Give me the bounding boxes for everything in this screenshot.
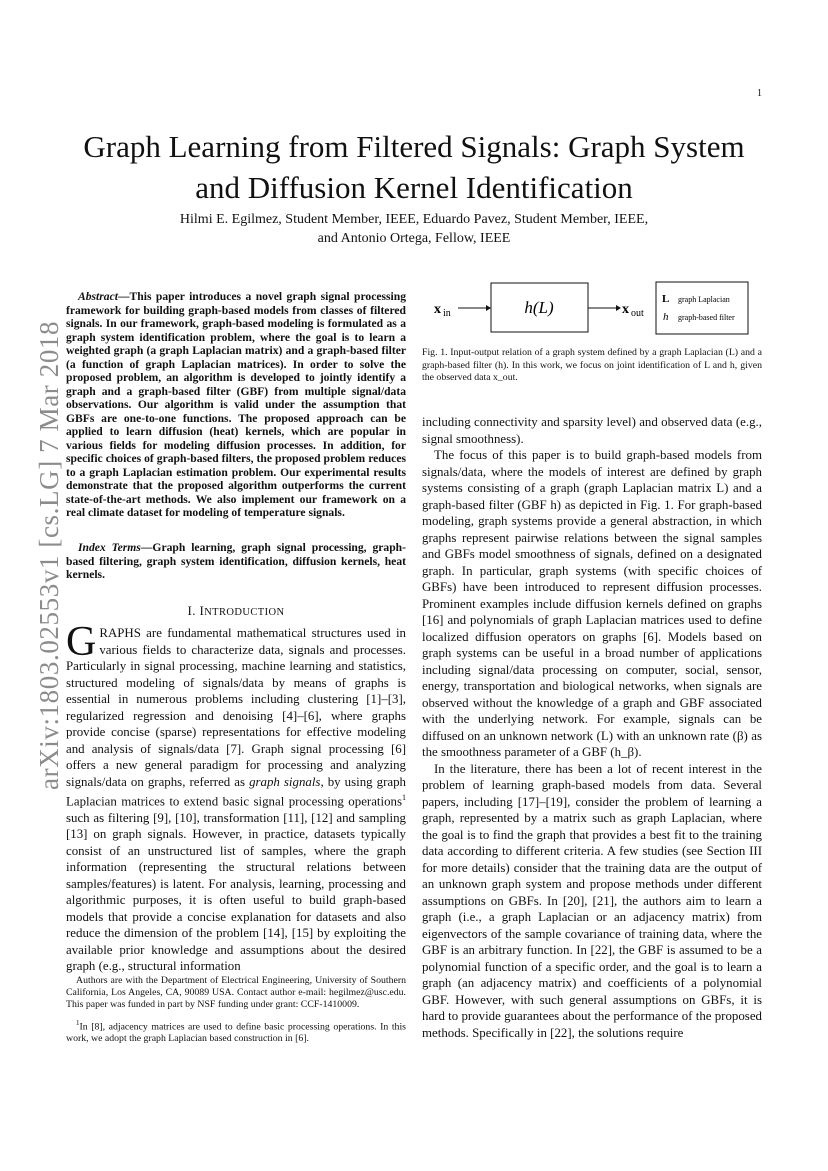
index-terms <box>66 541 406 582</box>
footnote-1-text: In [8], adjacency matrices are used to define basic processing operations. In this work, we adopt the graph Laplacian based construction in [6]. <box>66 1021 406 1045</box>
authors-line-2: and Antonio Ortega, Fellow, IEEE <box>317 231 511 246</box>
right-paragraph-1: including connectivity and sparsity level) and observed data (e.g., signal smoothness). <box>422 415 762 446</box>
intro-text-start: RAPHS are fundamental mathematical structures used in various fields to characterize data, signals and processes. Particularly in signal processing, machine learning and statistics, structured modeling of signals/data by means of graphs is essential in numerous problems including clustering [1]–[3], regularized regression and denoising [4]–[6], where graphs provide concise (sparse) representations for effective modeling and analysis of signals/data [7]. Graph signal processing [6] offers a new general paradigm for processing and analyzing signals/data on graphs, referred as <box>66 626 406 789</box>
page-number: 1 <box>757 88 762 99</box>
footnotes <box>66 975 406 1051</box>
input-sub: in <box>443 308 451 319</box>
legend-L-symbol: L <box>662 293 670 305</box>
section-number: I. <box>187 604 200 618</box>
index-terms-lead: Index Terms— <box>78 541 153 554</box>
legend-box <box>656 282 748 334</box>
footnote-marker: 1 <box>402 793 406 802</box>
right-paragraph-3: In the literature, there has been a lot of recent interest in the problem of learning graph-based models from data. Several papers, including [17]–[19], consider the problem of learning a graph, represented by a matrix such as graph Laplacian, where the goal is to find the graph that provides a best fit to the training data according to different criteria. A few studies (see Section III for more details) consider that the training data are the output of an unknown graph system and propose methods under different assumptions on GBFs. In [20], [21], the authors aim to learn a graph (i.e., a graph Laplacian or an adjacency matrix) from eigenvectors of the sample covariance of training data, where the GBF is an arbitrary function. In [22], the GBF is assumed to be a polynomial function of a specific order, and the goal is to learn a graph (an adjacency matrix) and coefficients of a polynomial GBF. However, with such general assumptions on GBFs, it is hard to provide guarantees about the performance of the proposed methods. Specifically in [22], the solutions require <box>422 761 762 1040</box>
section-title-first: I <box>199 604 205 618</box>
legend-h-text: graph-based filter <box>678 313 735 322</box>
input-label: x <box>434 302 441 317</box>
authors-line-1: Hilmi E. Egilmez, Student Member, IEEE, Eduardo Pavez, Student Member, IEEE, <box>179 212 649 227</box>
legend-h-symbol: h <box>663 311 669 323</box>
footnote-authors: Authors are with the Department of Electrical Engineering, University of Southern California, Los Angeles, CA, 90089 USA. Contact author e-mail: hegilmez@usc.edu. This paper was funded in part by NSF funding under grant: CCF-1410009. <box>66 975 406 1010</box>
legend-L-text: graph Laplacian <box>678 295 730 304</box>
footnote-1-mark: 1 <box>76 1019 80 1027</box>
intro-text-end: such as filtering [9], [10], transformation [11], [12] and sampling [13] on graph signals. However, in practice, datasets typically consist of an unstructured list of samples, where the graph information (representing the structural relations between samples/features) is latent. For analysis, learning, processing and algorithmic purposes, it is often useful to build graph-based models that provide a concise explanation for datasets and also reduce the dimension of the problem [14], [15] by exploiting the available prior knowledge and assumptions about the desired graph (e.g., structural information <box>66 810 406 974</box>
section-heading <box>66 604 406 619</box>
input-arrowhead <box>486 305 491 311</box>
footnote-1 <box>66 1017 406 1045</box>
system-label: h(L) <box>524 298 554 317</box>
output-label: x <box>622 302 629 317</box>
abstract-text: This paper introduces a novel graph signal processing framework for building graph-based models from classes of filtered signals. In our framework, graph-based modeling is formulated as a graph system identification problem, where the goal is to learn a weighted graph (a graph Laplacian matrix) and a graph-based filter (a function of graph Laplacian matrices). In order to solve the proposed problem, an algorithm is developed to jointly identify a graph and a graph-based filter (GBF) from multiple signal/data observations. Our algorithm is valid under the assumption that GBFs are one-to-one functions. The proposed approach can be applied to learn diffusion (heat) kernels, which are popular in various fields for modeling diffusion processes. In addition, for specific choices of graph-based filters, the proposed problem reduces to a graph Laplacian estimation problem. Our experimental results demonstrate that the proposed algorithm outperforms the current state-of-the-art methods. We also implement our framework on a real climate dataset for modeling of temperature signals. <box>66 290 406 519</box>
introduction-body <box>66 619 406 975</box>
arxiv-stamp: arXiv:1803.02553v1 [cs.LG] 7 Mar 2018 <box>34 320 64 790</box>
intro-emphasis: graph signals <box>249 774 321 789</box>
output-arrowhead <box>616 305 621 311</box>
drop-cap: G <box>66 619 97 665</box>
abstract <box>66 290 406 520</box>
intro-text-mid: , by using graph Laplacian matrices to extend basic signal processing operations <box>66 774 406 809</box>
abstract-lead: Abstract— <box>78 290 130 303</box>
right-column-body <box>422 414 762 1041</box>
index-terms-text: Graph learning, graph signal processing, graph-based filtering, graph system identification, diffusion kernels, heat kernels. <box>66 541 406 581</box>
right-paragraph-2: The focus of this paper is to build graph-based models from signals/data, where the models of interest are defined by graph systems consisting of a graph (graph Laplacian matrix L) and a graph-based filter (GBF h) as depicted in Fig. 1. For graph-based modeling, graph systems provide a general abstraction, in which graphs represent pairwise relations between the signal samples and GBFs model smoothness of signals, defined on a designated graph. In particular, graph systems (with specific choices of GBFs) have been introduced to represent diffusion processes. Prominent examples include diffusion kernels defined on graphs [16] and polynomials of graph Laplacian matrices used to define localized diffusion operators on graphs [6]. Models based on graph systems can be useful in a broad number of applications including signal/data processing on computer, social, sensor, energy, transportation and biological networks, when signals are observed without the knowledge of a graph and GBF associated with the underlying network. For example, signals can be diffused on an unknown network (L) with an unknown rate (β) as the smoothness parameter of a GBF (h_β). <box>422 448 762 759</box>
figure-1-diagram <box>422 280 762 340</box>
output-sub: out <box>631 308 644 319</box>
section-title-rest: NTRODUCTION <box>204 607 285 618</box>
figure-1-caption: Fig. 1. Input-output relation of a graph system defined by a graph Laplacian (L) and a graph-based filter (h). In this work, we focus on joint identification of L and h, given the observed data x_out. <box>422 347 762 383</box>
authors <box>60 210 768 248</box>
paper-title: Graph Learning from Filtered Signals: Graph System and Diffusion Kernel Identification <box>83 129 745 205</box>
